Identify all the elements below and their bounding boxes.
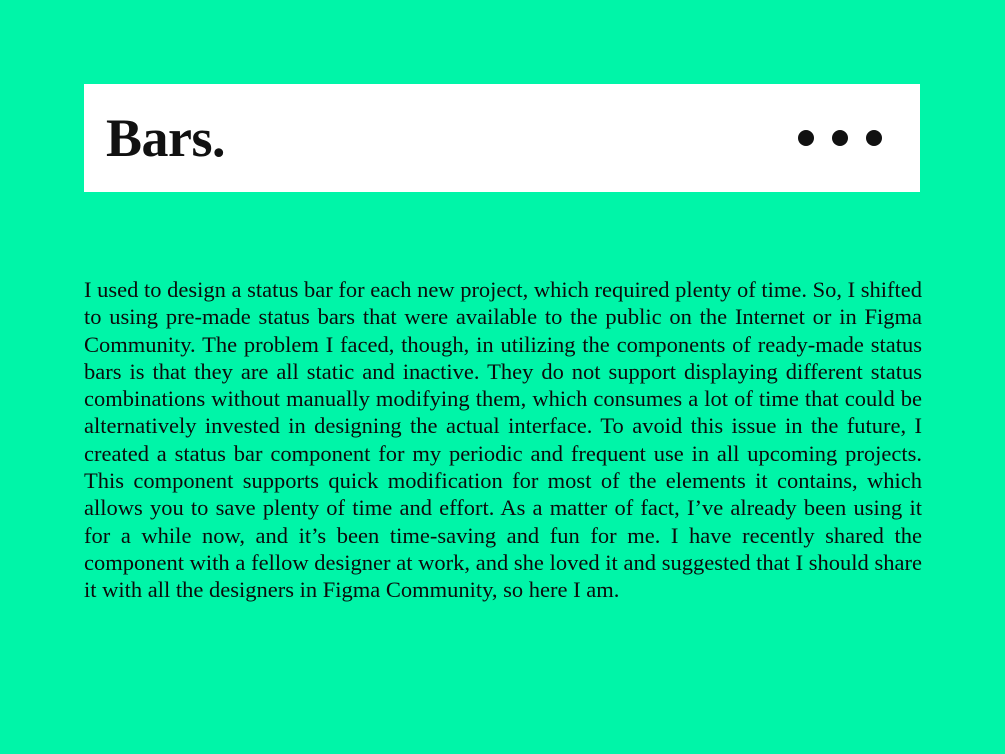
menu-dot-2: [832, 130, 848, 146]
three-dots-menu-icon[interactable]: [798, 130, 888, 146]
menu-dot-3: [866, 130, 882, 146]
body-paragraph: I used to design a status bar for each new project, which required plenty of time. So, I shifted to using pre-made status bars that were available to the public on the Internet or in Figma Community. The problem I faced, though, in utilizing the components of ready-made status bars is that they are all static and inactive. They do not support displaying different status combinations without manually modifying them, which consumes a lot of time that could be alternatively invested in designing the actual interface. To avoid this issue in the future, I created a status bar component for my periodic and frequent use in all upcoming projects. This component supports quick modification for most of the elements it contains, which allows you to save plenty of time and effort. As a matter of fact, I’ve already been using it for a while now, and it’s been time-saving and fun for me. I have recently shared the component with a fellow designer at work, and she loved it and suggested that I should share it with all the designers in Figma Community, so here I am.: [84, 277, 922, 603]
body-container: [84, 276, 922, 604]
menu-dot-1: [798, 130, 814, 146]
page-title: Bars.: [106, 108, 225, 168]
title-card: [84, 84, 920, 192]
